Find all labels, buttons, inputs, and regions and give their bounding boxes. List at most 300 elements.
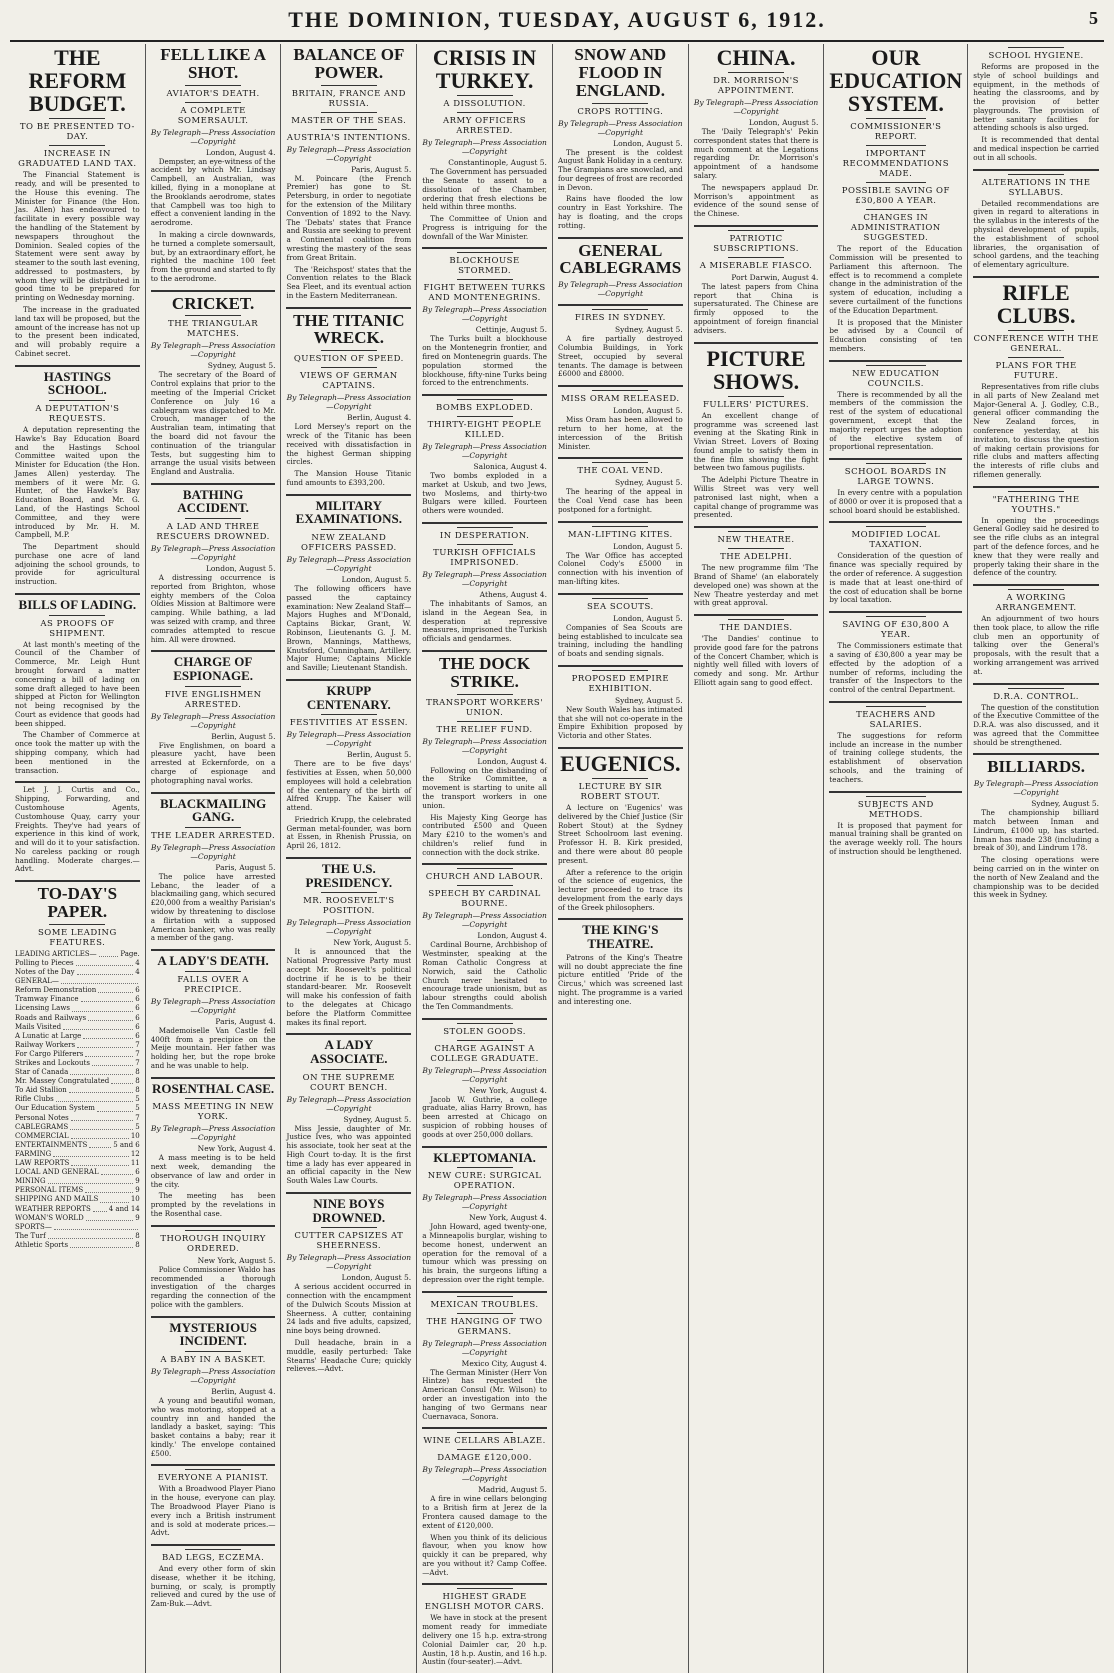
- list-item-page: 9: [135, 1177, 140, 1186]
- article-paragraph: There are to be five days' festivities at Essen, when 50,000 employees will hold a celebration of the centenary of the birth of Alfred Krupp. The Kaiser will attend.: [286, 759, 412, 813]
- article-separator: [151, 290, 276, 292]
- article-separator: [558, 747, 683, 749]
- article-byline: By Telegraph—Press Association—Copyright: [286, 1094, 412, 1113]
- article-subheading: BOMBS EXPLODED.: [435, 403, 534, 414]
- list-item: [15, 1232, 140, 1241]
- headline-rule: [457, 1449, 513, 1450]
- article-separator: [286, 1033, 411, 1035]
- headline-rule: [592, 670, 648, 671]
- list-item: [15, 1059, 140, 1068]
- article-subheading: MEXICAN TROUBLES.: [430, 1299, 539, 1310]
- article-headline: A LADY ASSOCIATE.: [310, 1037, 388, 1066]
- article-paragraph: The 'Reichspost' states that the Convention relates to the Black Sea Fleet, and its eventual action in the Eastern Mediterranean.: [286, 264, 412, 300]
- article-subheading: CUTTER CAPSIZES AT SHEERNESS.: [294, 1231, 404, 1252]
- article: [286, 307, 411, 488]
- list-item-label: Railway Workers: [15, 1040, 76, 1049]
- article-subheading: WINE CELLARS ABLAZE.: [423, 1436, 546, 1447]
- article-subheading: MISS ORAM RELEASED.: [561, 394, 680, 405]
- list-item: [15, 1214, 140, 1223]
- article: [286, 46, 411, 301]
- headline-rule: [1008, 357, 1065, 358]
- article-subheading: ALTERATIONS IN THE SYLLABUS.: [981, 177, 1091, 198]
- article-byline: By Telegraph—Press Association—Copyright: [150, 544, 276, 563]
- article-subheading: NEW CURE: SURGICAL OPERATION.: [427, 1171, 542, 1192]
- column-6: [689, 44, 825, 1673]
- article-subheading: A LAD AND THREE RESCUERS DROWNED.: [156, 522, 270, 543]
- article-paragraph: The Adelphi Picture Theatre in Willis Street was very well patronised last night, when a capital change of programme was presented.: [693, 475, 819, 520]
- article-separator: [151, 1544, 276, 1546]
- article-byline: By Telegraph—Press Association—Copyright: [150, 341, 276, 360]
- article-subheading: THIRTY-EIGHT PEOPLE KILLED.: [427, 420, 542, 441]
- headline-rule: [457, 279, 513, 280]
- list-item-page: 12: [130, 1149, 140, 1158]
- article-byline: By Telegraph—Press Association—Copyright: [422, 1193, 547, 1212]
- headline-rule: [1008, 47, 1065, 48]
- list-item-label: The Turf: [15, 1231, 46, 1240]
- article: [286, 1033, 411, 1186]
- article-subheading: SPEECH BY CARDINAL BOURNE.: [428, 889, 541, 910]
- article-paragraph: Jacob W. Guthrie, a college graduate, alias Harry Brown, has been arrested at Chicago on suspicion of robbing houses of goods at over 250,000 dollars.: [422, 1094, 547, 1139]
- article-dateline: London, August 5.: [341, 1273, 412, 1283]
- headline-rule: [728, 396, 784, 397]
- list-item-label: Roads and Railways: [15, 1013, 87, 1022]
- list-item: [15, 986, 140, 995]
- article: [829, 360, 962, 452]
- headline-rule: [457, 885, 513, 886]
- article: [151, 1077, 276, 1219]
- article: [829, 611, 962, 695]
- article-byline: By Telegraph—Press Association—Copyright: [422, 1338, 547, 1357]
- headline-rule: [728, 619, 784, 620]
- article: [151, 792, 276, 944]
- leader-dots: [99, 950, 119, 957]
- article-headline: EUGENICS.: [560, 751, 681, 776]
- list-item-page: Page.: [120, 949, 140, 958]
- article-separator: [558, 665, 683, 667]
- article: [558, 747, 683, 912]
- article-separator: [829, 521, 962, 523]
- article-separator: [422, 1018, 547, 1020]
- headline-rule: [592, 390, 648, 391]
- article-byline: By Telegraph—Press Association—Copyright: [150, 711, 276, 730]
- article-headline: CHARGE OF ESPIONAGE.: [173, 654, 254, 684]
- list-item-page: 8: [135, 1231, 140, 1240]
- article-paragraph: The Turks built a blockhouse on the Montenegrin frontier, and fired on Montenegrin guards. The population stormed the blockhouse, fifty-nine Turks being forced to the entrenchments.: [422, 334, 547, 388]
- article-paragraph: The German Minister (Herr Von Hintze) has requested the American Consul (Mr. Wilson) to order an investigation into the hanging of two Germans near Cuernavaca, Sonora.: [422, 1367, 547, 1421]
- article: [973, 584, 1099, 676]
- article-subheading: SCHOOL HYGIENE.: [988, 51, 1084, 61]
- article-separator: [151, 1464, 276, 1466]
- article-subheading: QUESTION OF SPEED.: [293, 354, 404, 365]
- headline-rule: [457, 252, 513, 253]
- article-separator: [829, 791, 962, 793]
- article: [151, 290, 276, 477]
- article-headline: CRISIS IN TURKEY.: [432, 45, 537, 94]
- article-subheading: THE TRIANGULAR MATCHES.: [168, 319, 259, 340]
- article: [694, 46, 819, 219]
- headline-rule: [321, 350, 377, 351]
- leader-dots: [56, 1095, 134, 1102]
- headline-rule: [49, 924, 105, 925]
- article-paragraph: The suggestions for reform include an increase in the number of training college students, the establishment of observation schools, and the training of teachers.: [829, 730, 963, 784]
- article-paragraph: The championship billiard match between Inman and Lindrum, £1000 up, has started. Inman has made 238 (including a break of 30), and Lindrum 178.: [973, 808, 1099, 853]
- article-separator: [151, 650, 276, 652]
- article-dateline: London, August 4.: [477, 931, 547, 941]
- article-separator: [694, 342, 819, 344]
- article: [694, 225, 819, 336]
- list-item-page: 5 and 6: [113, 1140, 140, 1149]
- article-byline: By Telegraph—Press Association—Copyright: [693, 98, 819, 117]
- article: [558, 521, 683, 587]
- article-paragraph: Two bombs exploded in a market at Uskub, and two Jews, two Moslems, and thirty-two Bulgars were killed. Fourteen others were wounded.: [422, 471, 547, 516]
- article-separator: [422, 247, 547, 249]
- article-paragraph: The new programme film 'The Brand of Shame' (an elaborately developed one) was shown at the New Theatre yesterday and met with great approval.: [693, 563, 819, 608]
- article-headline: ROSENTHAL CASE.: [152, 1080, 275, 1096]
- article-headline: HASTINGS SCHOOL.: [43, 368, 111, 398]
- article-byline: By Telegraph—Press Association—Copyright: [150, 127, 276, 146]
- article-subheading: CHURCH AND LABOUR.: [425, 872, 544, 883]
- headline-rule: [1008, 330, 1065, 331]
- article-separator: [558, 918, 683, 920]
- leader-dots: [92, 1059, 133, 1066]
- headline-rule: [866, 796, 926, 797]
- article-paragraph: In every centre with a population of 8000 or over it is proposed that a school board should be established.: [829, 488, 963, 515]
- headline-rule: [185, 1549, 241, 1550]
- leader-dots: [86, 1214, 134, 1221]
- headline-rule: [457, 721, 513, 722]
- article-subheading: D.R.A. CONTROL.: [993, 691, 1079, 702]
- article-paragraph: The report of the Education Commission will be presented to Parliament this afternoon. The effect is to recommend a complete change in the administration of the system of education, including a severe curtailment of the functions of the Education Department.: [829, 244, 963, 315]
- article-dateline: Madrid, August 5.: [478, 1485, 547, 1495]
- article: [286, 494, 411, 673]
- article: [829, 701, 962, 785]
- list-item-label: LAW REPORTS: [15, 1159, 70, 1168]
- leader-dots: [111, 1077, 133, 1084]
- article-paragraph: The Government has persuaded the Senate to assent to a dissolution of the Chamber, ordering that fresh elections be held within three months.: [422, 167, 547, 212]
- article-subheading: VIEWS OF GERMAN CAPTAINS.: [299, 371, 398, 392]
- list-item-label: Tramway Finance: [15, 995, 79, 1004]
- article-byline: By Telegraph—Press Association—Copyright: [558, 118, 683, 137]
- article-dateline: London, August 4.: [205, 147, 276, 157]
- article-dateline: Cettinje, August 5.: [475, 325, 547, 335]
- article: [15, 365, 140, 587]
- list-item-page: 8: [135, 1068, 140, 1077]
- headline-rule: [321, 892, 377, 893]
- list-item-page: 8: [135, 1086, 140, 1095]
- headline-rule: [49, 615, 105, 616]
- article-subheading: THE DANDIES.: [719, 623, 793, 634]
- list-item-page: 10: [130, 1195, 140, 1204]
- article-paragraph: Companies of Sea Scouts are being established to inculcate sea training, including the handling of boats and sending signals.: [557, 622, 683, 659]
- newspaper-title: THE DOMINION, TUESDAY, AUGUST 6, 1912.: [288, 7, 826, 32]
- article-paragraph: In opening the proceedings General Godley said he desired to see the rifle clubs as an integral part of the defence forces, and he knew that they were really and properly taking their share in the defence of the country.: [973, 515, 1099, 578]
- headline-rule: [457, 527, 513, 528]
- article: [829, 521, 962, 605]
- masthead: [10, 0, 1104, 42]
- list-item-label: Personal Notes: [15, 1113, 69, 1122]
- list-item-page: 6: [135, 986, 140, 995]
- article-byline: By Telegraph—Press Association—Copyright: [558, 280, 683, 299]
- article-paragraph: Miss Oram has been allowed to return to her home, at the intercession of the British Minister.: [557, 415, 683, 451]
- list-item-page: 7: [135, 1113, 140, 1122]
- article-paragraph: A serious accident occurred in connection with the encampment of the Dulwich Scouts Mission at Sheerness. A cutter, containing 24 lads and five adults, capsized, nine boys being drowned.: [286, 1282, 412, 1336]
- article-paragraph: A lecture on 'Eugenics' was delivered by the Chief Justice (Sir Robert Stout) at the Sydney Street Schoolroom last evening. Professor H. B. Kirk presided, and there were about 80 people present.: [557, 803, 683, 865]
- article-paragraph: The inhabitants of Samos, an island in the Aegean Sea, in desperation at repressive measures, imprisoned the Turkish officials and gendarmes.: [422, 599, 547, 644]
- list-item-label: PERSONAL ITEMS: [15, 1186, 84, 1195]
- feature-list: [15, 950, 140, 1250]
- list-item: [15, 1041, 140, 1050]
- leader-dots: [48, 1177, 134, 1184]
- leader-dots: [48, 1232, 134, 1239]
- article-subheading: THE ADELPHI.: [720, 552, 793, 563]
- list-item: [15, 959, 140, 968]
- article-subheading: NEW ZEALAND OFFICERS PASSED.: [300, 533, 397, 554]
- article-headline: BILLIARDS.: [987, 757, 1086, 777]
- list-item-page: 6: [135, 1031, 140, 1040]
- leader-dots: [70, 1068, 133, 1075]
- list-item-label: Rifle Clubs: [15, 1095, 54, 1104]
- list-item-label: Athletic Sports: [15, 1240, 69, 1249]
- article-paragraph: New South Wales has intimated that she will not co-operate in the Empire Exhibition proposed by Victoria and other States.: [557, 704, 683, 741]
- headline-rule: [185, 827, 241, 828]
- column-1: [10, 44, 146, 1673]
- article-subheading: MASS MEETING IN NEW YORK.: [152, 1102, 274, 1123]
- article: [151, 650, 276, 785]
- article: [558, 457, 683, 514]
- article: [151, 483, 276, 645]
- article: [694, 614, 819, 688]
- article-subheading: SUBJECTS AND METHODS.: [857, 799, 934, 820]
- article-paragraph: And every other form of skin disease, whether it be itching, burning, or scaly, is promptly relieved and cured by the use of Zam-Buk.—Advt.: [150, 1564, 276, 1609]
- article-paragraph: Patrons of the King's Theatre will no doubt appreciate the fine picture entitled 'Pride of the Circus,' which was screened last night. The programme is a varied and interesting one.: [557, 952, 683, 1006]
- article-subheading: THE RELIEF FUND.: [436, 724, 533, 735]
- article-dateline: Sydney, August 5.: [1031, 799, 1099, 809]
- article-separator: [422, 1291, 547, 1293]
- article-subheading: MASTER OF THE SEAS.: [291, 115, 407, 126]
- article: [558, 593, 683, 659]
- article-separator: [422, 1427, 547, 1429]
- article-subheading: THOROUGH INQUIRY ORDERED.: [160, 1233, 266, 1254]
- article-separator: [973, 683, 1099, 685]
- article-headline: MILITARY EXAMINATIONS.: [295, 497, 402, 527]
- article-separator: [973, 753, 1099, 755]
- article-paragraph: A fire in wine cellars belonging to a British firm at Jerez de la Frontera caused damage to the extent of £120,000.: [422, 1494, 547, 1530]
- article-byline: By Telegraph—Press Association—Copyright: [286, 144, 412, 163]
- article-headline: THE DOCK STRIKE.: [439, 653, 531, 691]
- article-paragraph: The Committee of Union and Progress is intriguing for the downfall of the War Minister.: [422, 214, 547, 241]
- leader-dots: [71, 1132, 129, 1139]
- article-subheading: CONFERENCE WITH THE GENERAL.: [973, 334, 1099, 355]
- headline-rule: [49, 118, 105, 119]
- list-item: [15, 1050, 140, 1059]
- list-item: [15, 1104, 140, 1113]
- article-subheading: TEACHERS AND SALARIES.: [856, 709, 936, 730]
- article-separator: [151, 1316, 276, 1318]
- list-item-label: To Aid Stallion: [15, 1086, 67, 1095]
- article-byline: By Telegraph—Press Association—Copyright: [422, 1465, 547, 1484]
- leader-dots: [85, 1186, 133, 1193]
- article-headline: OUR EDUCATION SYSTEM.: [829, 45, 963, 117]
- article-paragraph: The newspapers applaud Dr. Morrison's appointment as evidence of the sound sense of the Chinese.: [693, 182, 819, 219]
- list-item-page: 5: [135, 1122, 140, 1131]
- column-8: [968, 44, 1104, 1673]
- article-paragraph: Let J. J. Curtis and Co., Shipping, Forwarding, and Customhouse Agents, Customhouse Quay, carry your Freights. They've had years of experience in this kind of work, and will do it to your satisfaction. No careless packing or rough handling. Moderate charges.—Advt.: [15, 785, 140, 874]
- article-subheading: SAVING OF £30,800 A YEAR.: [842, 620, 950, 641]
- article: [422, 863, 547, 1011]
- article-subheading: AVIATOR'S DEATH.: [166, 88, 260, 99]
- article-subheading: NEW EDUCATION COUNCILS.: [852, 368, 940, 389]
- leader-dots: [89, 1141, 111, 1148]
- leader-dots: [71, 1114, 134, 1121]
- article-dateline: Sydney, August 5.: [207, 361, 276, 371]
- headline-rule: [457, 544, 513, 545]
- leader-dots: [98, 986, 133, 993]
- list-item-label: Licensing Laws: [15, 1004, 70, 1013]
- article-dateline: Berlin, August 4.: [346, 413, 412, 423]
- article-separator: [422, 522, 547, 524]
- column-4: [417, 44, 553, 1673]
- article-paragraph: The latest papers from China report that China is supersaturated. The Chinese are firmly opposed to the appointment of foreign financial advisers.: [693, 281, 819, 335]
- article-paragraph: When you think of its delicious flavour, when you know how quickly it can be prepared, why are you without it? Camp Coffee.—Advt.: [422, 1532, 547, 1577]
- list-item-page: 5: [135, 1095, 140, 1104]
- article: [973, 169, 1099, 270]
- article: [829, 791, 962, 857]
- article-headline: FELL LIKE A SHOT.: [160, 45, 267, 82]
- headline-rule: [866, 526, 926, 527]
- list-item-label: For Cargo Pilferers: [15, 1049, 84, 1058]
- article-subheading: MAN-LIFTING KITES.: [567, 529, 673, 540]
- article-subheading: A WORKING ARRANGEMENT.: [995, 593, 1077, 614]
- headline-rule: [728, 72, 784, 73]
- article: [694, 526, 819, 608]
- article-separator: [151, 1077, 276, 1079]
- article-paragraph: It is announced that the National Progressive Party must accept Mr. Roosevelt's political doctrine if he is to be their standard-bearer. Mr. Roosevelt will make his confession of faith to the delegates at Chicago before the Platform Committee makes its final report.: [286, 947, 412, 1027]
- list-item: [15, 968, 140, 977]
- article-headline: THE REFORM BUDGET.: [28, 45, 127, 117]
- article-headline: NINE BOYS DROWNED.: [312, 1196, 386, 1225]
- list-item-page: 8: [135, 1240, 140, 1249]
- list-item: [15, 1195, 140, 1204]
- article-subheading: SOME LEADING FEATURES.: [37, 927, 117, 948]
- article: [422, 1291, 547, 1422]
- article-separator: [286, 857, 411, 859]
- article-paragraph: The meeting has been prompted by the revelations in the Rosenthal case.: [150, 1191, 276, 1218]
- article-dateline: New York, August 5.: [333, 938, 412, 948]
- list-item-label: FARMING: [15, 1149, 52, 1158]
- headline-rule: [592, 598, 648, 599]
- article-paragraph: It is recommended that dental and medical inspection be carried out in all schools.: [973, 135, 1099, 162]
- headline-rule: [728, 548, 784, 549]
- headline-rule: [866, 182, 926, 183]
- article-headline: BILLS OF LADING.: [18, 597, 137, 613]
- article-paragraph: The secretary of the Board of Control explains that prior to the meeting of the Imperial Cricket Conference on July 16 a cablegram was dispatched to Mr. Crouch, manager of the Australian team, intimating that the board did not favour the continuation of the triangular Tests, but suggesting him to arrange the usual visits between England and Australia.: [150, 370, 276, 477]
- list-item-page: 6: [135, 1004, 140, 1013]
- list-item-label: WEATHER REPORTS: [15, 1204, 91, 1213]
- headline-rule: [592, 526, 648, 527]
- article-headline: THE TITANIC WRECK.: [293, 310, 405, 348]
- leader-dots: [88, 1014, 133, 1021]
- list-item-page: 7: [135, 1059, 140, 1068]
- article-separator: [15, 781, 140, 783]
- article-headline: TO-DAY'S PAPER.: [37, 884, 118, 922]
- list-item-label: ENTERTAINMENTS: [15, 1140, 88, 1149]
- article-subheading: DR. MORRISON'S APPOINTMENT.: [713, 76, 799, 97]
- article-subheading: ARMY OFFICERS ARRESTED.: [443, 116, 527, 137]
- article-dateline: New York, August 5.: [197, 1255, 276, 1265]
- article-paragraph: Reforms are proposed in the style of school buildings and equipment, in the methods of heating the classrooms, and by the provision of better playgrounds. The provision of better sanitary facilities for attending schools is also urged.: [973, 62, 1099, 133]
- list-item-page: 4: [135, 968, 140, 977]
- list-item-page: 9: [135, 1186, 140, 1195]
- article-paragraph: Dull headache, brain in a muddle, easily perturbed: Take Stearns' Headache Cure; quickly relieves.—Advt.: [286, 1338, 412, 1374]
- headline-rule: [866, 463, 926, 464]
- article-headline: BLACKMAILING GANG.: [160, 795, 267, 825]
- list-item-label: CABLEGRAMS: [15, 1122, 69, 1131]
- column-2: [146, 44, 282, 1673]
- article-subheading: BLOCKHOUSE STORMED.: [449, 256, 520, 277]
- list-item-page: 8: [135, 1077, 140, 1086]
- article-byline: By Telegraph—Press Association—Copyright: [286, 1253, 412, 1272]
- list-item: [15, 1177, 140, 1186]
- article-separator: [286, 307, 411, 309]
- list-item: [15, 1086, 140, 1095]
- article-byline: By Telegraph—Press Association—Copyright: [150, 996, 276, 1015]
- headline-rule: [728, 230, 784, 231]
- article-paragraph: It is proposed that the Minister be advised by a Council of Education consisting of ten members.: [829, 317, 963, 353]
- list-item-label: LOCAL AND GENERAL: [15, 1168, 99, 1177]
- headline-rule: [728, 531, 784, 532]
- headline-rule: [728, 257, 784, 258]
- article-subheading: FULLERS' PICTURES.: [703, 399, 810, 410]
- headline-rule: [1008, 589, 1065, 590]
- list-item-page: 6: [135, 1022, 140, 1031]
- article-paragraph: His Majesty King George has contributed £500 and Queen Mary £210 to the women's and children's relief fund in connection with the dock strike.: [422, 812, 547, 857]
- article-byline: By Telegraph—Press Association—Copyright: [422, 570, 547, 589]
- list-item-page: 9: [135, 1213, 140, 1222]
- article-separator: [973, 486, 1099, 488]
- article: [286, 857, 411, 1027]
- article: [973, 486, 1099, 578]
- article-separator: [558, 521, 683, 523]
- headline-rule: [321, 85, 377, 86]
- article-paragraph: With a Broadwood Player Piano in the house, everyone can play. The Broadwood Player Piano is every inch a British instrument and is sold at moderate prices.—Advt.: [150, 1484, 276, 1538]
- headline-rule: [866, 209, 926, 210]
- article-paragraph: The War Office has accepted Colonel Cody's £5000 in connection with his invention of man-lifting kites.: [557, 550, 683, 586]
- list-item-label: SHIPPING AND MAILS: [15, 1195, 99, 1204]
- article-dateline: London, August 5.: [341, 575, 412, 585]
- article-separator: [558, 304, 683, 306]
- leader-dots: [76, 959, 134, 966]
- headline-rule: [1008, 174, 1065, 175]
- list-item: [15, 1032, 140, 1041]
- article-paragraph: The 'Daily Telegraph's' Pekin correspondent states that there is much comment at the Legations regarding Dr. Morrison's appointment of a handsome salary.: [693, 127, 819, 180]
- article-separator: [422, 650, 547, 652]
- article-byline: By Telegraph—Press Association—Copyright: [422, 736, 547, 755]
- headline-rule: [457, 1313, 513, 1314]
- article-separator: [15, 593, 140, 595]
- article-separator: [558, 457, 683, 459]
- article-headline: GENERAL CABLEGRAMS: [559, 240, 682, 278]
- article-subheading: A DEPUTATION'S REQUESTS.: [35, 403, 120, 424]
- headline-rule: [866, 616, 926, 617]
- columns-container: [10, 44, 1104, 1667]
- article-subheading: THE HANGING OF TWO GERMANS.: [426, 1316, 543, 1337]
- headline-rule: [321, 529, 377, 530]
- article-dateline: Berlin, August 5.: [346, 750, 412, 760]
- leader-dots: [70, 1241, 133, 1248]
- article-separator: [151, 949, 276, 951]
- headline-rule: [49, 145, 105, 146]
- article-dateline: Salonica, August 4.: [473, 462, 547, 472]
